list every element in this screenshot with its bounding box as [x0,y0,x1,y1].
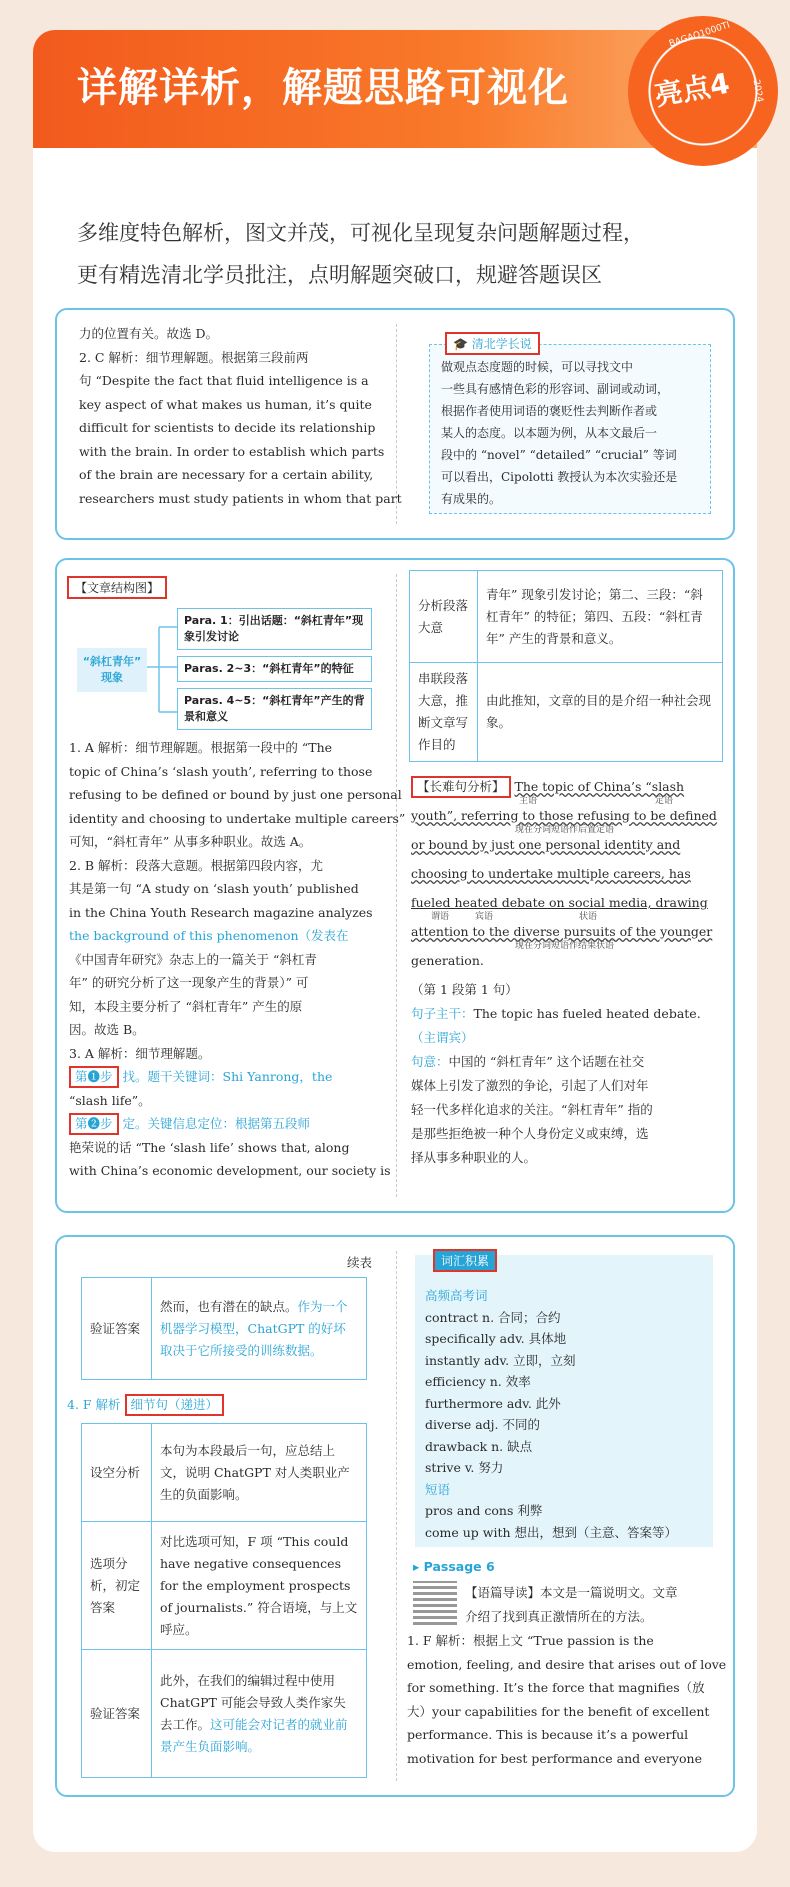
structure-title: 【文章结构图】 [67,576,167,599]
table-label: 设空分析 [82,1424,152,1522]
vocab-item: strive v. 努力 [425,1460,504,1475]
meaning-line [411,1050,727,1074]
vocab-item: diverse adj. 不同的 [425,1417,540,1432]
intro-text [77,212,727,296]
text-line: attention to the diverse pursuits of the younger [411,924,713,939]
trunk-line [411,1002,727,1026]
graduate-cap-icon: 🎓 [453,337,472,351]
passage-label: ▸ Passage 6 [413,1559,495,1574]
text-line: 因。故选 B。 [69,1022,145,1037]
table-row [82,1278,367,1380]
text-line: emotion, feeling, and desire that arises out of love [407,1656,727,1672]
guide-text [465,1581,727,1628]
text-line: with China’s economic development, our society is [69,1163,391,1178]
text-line: 中国的 “斜杠青年” 这个话题在社交 [448,1054,645,1069]
structure-item: Paras. 4~5：“斜杠青年”产生的背景和意义 [177,688,372,730]
table-row [82,1424,367,1522]
table-cell [152,1278,367,1380]
structure-root [77,648,147,692]
text-line: 有成果的。 [441,492,502,506]
annotation: 谓语 [431,912,450,922]
page-title: 详解详析，解题思路可视化 [77,65,569,111]
text-line: “slash life”。 [69,1092,151,1108]
table-row [82,1650,367,1778]
step-2-line [69,1112,389,1136]
text-line: researchers must study patients in whom that part [79,490,402,506]
structure-item: Paras. 2~3：“斜杠青年”的特征 [177,656,372,682]
text-line: 做观点态度题的时候，可以寻找文中 [441,360,634,374]
vocab-item: drawback n. 缺点 [425,1438,533,1454]
structure-item: Para. 1：引出话题：“斜杠青年”现象引发讨论 [177,608,372,650]
badge-ring-text: BAGAO1000TI [668,20,732,50]
table-label: 选项分析，初定答案 [82,1522,152,1650]
text-line: of the brain are necessary for a certain ability, [79,467,374,482]
text-line: the background of this phenomenon（发表在 [69,928,349,943]
text-line: 2. C 解析：细节理解题。根据第三段前两 [79,349,309,365]
text-line: 《中国青年研究》杂志上的一篇关于 “斜杠青 [69,951,317,967]
step-2-tag: 第❷步 [69,1113,119,1135]
text-line: 一些具有感情色彩的形容词、副词或动词， [441,382,670,396]
q4-label: 4. F 解析 [67,1397,121,1412]
table-label: 串联段落大意，推断文章写作目的 [410,663,478,762]
step-1-tag: 第❶步 [69,1066,119,1088]
text-line: 其是第一句 “A study on ‘slash youth’ published [69,881,359,896]
analysis-table [409,570,723,762]
text-line: generation. [411,953,484,968]
text-line: 3. A 解析：细节理解题。 [69,1045,211,1061]
long-sentence-title: 【长难句分析】 [411,776,511,798]
text-line: identity and choosing to undertake multiple careers” [69,810,406,826]
annotation: 定语 [655,796,674,806]
text-line: with the brain. In order to establish which parts [79,443,385,459]
table-label: 分析段落大意 [410,571,478,663]
badge-label: 亮点4 [651,66,733,113]
step-1-line [69,1065,389,1089]
vocab-subtitle: 短语 [425,1481,451,1497]
tip-text [441,356,711,510]
text-line: （第 1 段第 1 句） [411,982,518,997]
text-line: “斜杠青年” [82,655,142,668]
sentence-analysis [411,978,727,1170]
vocab-item: contract n. 合同；合约 [425,1309,561,1325]
vocab-box [415,1255,713,1547]
annotation: 主语 [519,796,538,806]
example-panel-2 [55,558,735,1213]
text-line: 根据作者使用词语的褒贬性去判断作者或 [441,404,658,418]
example-panel-3 [55,1235,735,1797]
text-line: 某人的态度。以本题为例，从本文最后一 [441,426,658,440]
table-label: 验证答案 [82,1278,152,1380]
answer-table-q4 [81,1423,367,1778]
annotation: 宾语 [475,912,494,922]
trunk-label: 句子主干： [411,1006,474,1021]
badge-year-text: 2024 [750,78,765,104]
q4-tag: 细节句（递进） [125,1394,225,1416]
text-line: for something. It’s the force that magnifies（放 [407,1680,705,1695]
table-cell [152,1650,367,1778]
intro-line-1: 多维度特色解析，图文并茂，可视化呈现复杂问题解题过程， [77,221,644,245]
text-line: or bound by just one personal identity and [411,837,681,852]
table-label: 验证答案 [82,1650,152,1778]
text-line: 可知，“斜杠青年” 从事多种职业。故选 A。 [69,834,312,849]
text-line: 是那些拒绝被一种个人身份定义或束缚，选 [411,1126,649,1141]
text-line: The topic of China’s “slash [514,779,685,794]
table-cell: 本句为本段最后一句，应总结上文，说明 ChatGPT 对人类职业产生的负面影响。 [152,1424,367,1522]
cell-text-highlight: 这可能会对记者的就业前景产生负面影响。 [160,1716,348,1754]
annotation: 状语 [579,912,598,922]
text-line: youth”, referring to those refusing to be defined [411,808,717,823]
panel-divider [396,1251,397,1781]
meaning-label: 句意： [411,1054,449,1069]
cell-text-highlight: 作为一个机器学习模型，ChatGPT 的好坏取决于它所接受的训练数据。 [160,1298,348,1358]
q4-head [67,1393,224,1417]
text-line: 年” 的研究分析了这一现象产生的背景）” 可 [69,975,309,990]
text-line: 段中的 “novel” “detailed” “crucial” 等词 [441,448,677,462]
example-panel-1 [55,308,735,540]
annotation: 现在分词短语作结果状语 [515,941,615,951]
text-line: 大）your capabilities for the benefit of excellent [407,1703,710,1719]
table-cell: 青年” 现象引发讨论；第二、三段：“斜杠青年” 的特征；第四、五段：“斜杠青年” 产生的背景和意义。 [478,571,723,663]
vocab-item: specifically adv. 具体地 [425,1331,567,1346]
text-line: 1. A 解析：细节理解题。根据第一段中的 “The [69,740,333,755]
text-line: difficult for scientists to decide its relationship [79,420,376,435]
text-line: 轻一代多样化追求的关注。“斜杠青年” 指的 [411,1102,653,1117]
panel-divider [396,574,397,1197]
text-line: fueled heated debate on social media, drawing [411,895,708,910]
table-row [410,663,723,762]
qr-code-icon [413,1581,457,1625]
text-line: 【语篇导读】本文是一篇说明文。文章 [465,1585,678,1600]
text-line: 2. B 解析：段落大意题。根据第四段内容，尤 [69,857,324,873]
answer-table-top [81,1277,367,1380]
intro-line-2: 更有精选清北学员批注，点明解题突破口，规避答题误区 [77,263,602,287]
table-row [82,1522,367,1650]
vocab-item: furthermore adv. 此外 [425,1395,561,1411]
panel2-left-text [69,736,406,1183]
vocab-phrase: pros and cons 利弊 [425,1503,543,1518]
text-line: refusing to be defined or bound by just one personal [69,787,402,802]
text-line: 力的位置有关。故选 D。 [79,326,218,341]
vocab-item: efficiency n. 效率 [425,1374,531,1389]
text-line: choosing to undertake multiple careers, has [411,866,691,881]
text-line: 句 “Despite the fact that fluid intelligence is a [79,373,369,388]
annotation: 现在分词短语作后置定语 [515,825,615,835]
tip-title-text: 清北学长说 [471,337,532,351]
text-line: 艳荣说的话 “The ‘slash life’ shows that, along [69,1139,350,1155]
text-line: motivation for best performance and everyone [407,1750,702,1766]
table-row [410,571,723,663]
text-line: 择从事多种职业的人。 [411,1150,537,1165]
vocab-item: instantly adv. 立即，立刻 [425,1352,576,1368]
panel1-left-text [79,322,402,510]
text-line: 知，本段主要分析了 “斜杠青年” 产生的原 [69,998,303,1014]
text-line: performance. This is because it’s a powerful [407,1727,689,1742]
step-1-text: 找。题干关键词：Shi Yanrong，the [122,1069,333,1084]
text-line: 媒体上引发了激烈的争论，引起了人们对年 [411,1078,649,1093]
text-line: 介绍了找到真正激情所在的方法。 [465,1608,653,1624]
highlight-badge [628,16,778,166]
text-line: 现象 [101,671,123,684]
cell-text: 此外，在我们的编辑过程中使用 ChatGPT 可能会导致人类作家失去工作。 [160,1672,346,1732]
vocab-title: 词汇积累 [433,1249,497,1272]
vocab-subtitle: 高频高考词 [425,1288,488,1303]
text-line: 1. F 解析：根据上文 “True passion is the [407,1633,654,1648]
long-line-1 [411,772,727,801]
step-2-text: 定。关键信息定位：根据第五段师 [122,1116,311,1131]
cell-text: 然而，也有潜在的缺点。 [160,1298,298,1314]
text-line: key aspect of what makes us human, it’s quite [79,396,372,412]
text-line: topic of China’s ‘slash youth’, referring to those [69,763,373,779]
table-cell: 对比选项可知，F 项 “This could have negative consequences for the employment prospects of journalists.” 符合语境，与上文呼应。 [152,1522,367,1650]
vocab-phrase: come up with 想出，想到（主意、答案等） [425,1524,678,1540]
q1-text [407,1629,729,1770]
trunk-text: The topic has fueled heated debate. [473,1006,701,1021]
continued-label: 续表 [347,1255,373,1270]
tip-title [445,332,540,355]
text-line: （主谓宾） [411,1030,474,1045]
table-cell: 由此推知，文章的目的是介绍一种社会现象。 [478,663,723,762]
text-line: in the China Youth Research magazine analyzes [69,904,373,920]
text-line: 可以看出，Cipolotti 教授认为本次实验还是 [441,470,678,484]
